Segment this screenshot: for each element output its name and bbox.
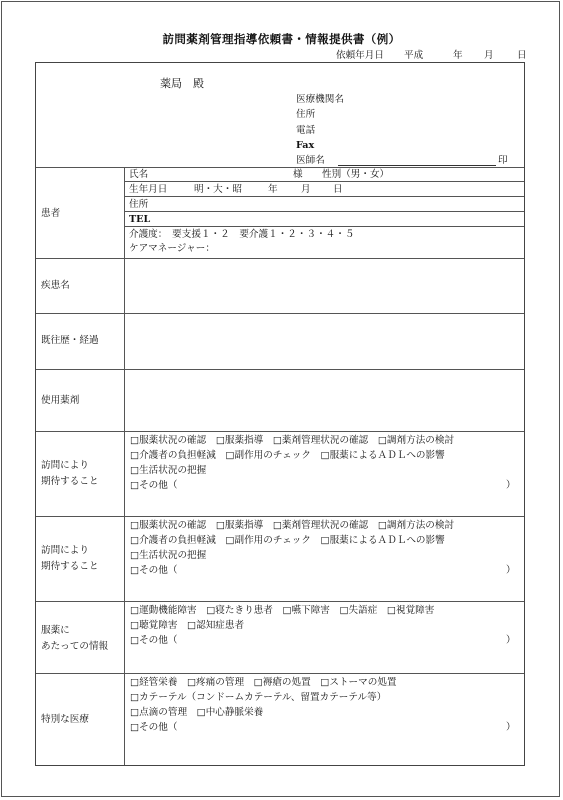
expect1-label-line1: 訪問により xyxy=(41,460,89,471)
expect1-options-line3[interactable]: □生活状況の把握 xyxy=(130,465,207,476)
divider-expect2 xyxy=(36,601,524,602)
birth-date-label: 生年月日 xyxy=(129,184,168,195)
expect2-options-line3[interactable]: □生活状況の把握 xyxy=(130,550,207,561)
special-options-line3[interactable]: □点滴の管理 □中心静脈栄養 xyxy=(130,707,264,718)
divider-history xyxy=(36,369,524,370)
medication-label: 使用薬剤 xyxy=(41,395,80,406)
care-manager-label: ケアマネージャー： xyxy=(129,243,215,254)
birth-year: 年 xyxy=(268,184,278,195)
info-label-line2: あたっての情報 xyxy=(41,641,109,652)
expect2-other-close: ） xyxy=(506,565,516,576)
divider-tel-row xyxy=(125,226,524,227)
divider-patient xyxy=(36,258,524,259)
divider-disease xyxy=(36,313,524,314)
info-options-line1[interactable]: □運動機能障害 □寝たきり患者 □嚥下障害 □失語症 □視覚障害 xyxy=(130,605,435,616)
field-doctor-name: 医師名 xyxy=(296,155,325,166)
expect2-options-line2[interactable]: □介護者の負担軽減 □副作用のチェック □服薬によるＡＤＬへの影響 xyxy=(130,535,445,546)
expect2-label-line2: 期待すること xyxy=(41,561,99,572)
patient-sex: 性別（男・女） xyxy=(322,169,390,180)
birth-eras: 明・大・昭 xyxy=(194,184,242,195)
expect1-label-line2: 期待すること xyxy=(41,476,99,487)
document-title: 訪問薬剤管理指導依頼書・情報提供書（例） xyxy=(162,32,401,46)
patient-name-label: 氏名 xyxy=(129,169,149,180)
field-fax: Fax xyxy=(296,140,315,151)
info-options-line2[interactable]: □聴覚障害 □認知症患者 xyxy=(130,620,245,631)
request-date-label: 依頼年月日 xyxy=(336,50,384,61)
divider-birth-row xyxy=(125,196,524,197)
divider-expect1 xyxy=(36,516,524,517)
field-institution-name: 医療機関名 xyxy=(296,94,344,105)
addressee-pharmacy: 薬局 殿 xyxy=(160,77,204,90)
seal-mark: 印 xyxy=(498,155,508,166)
birth-month: 月 xyxy=(301,184,311,195)
label-column-divider xyxy=(124,167,125,765)
expect1-options-line1[interactable]: □服薬状況の確認 □服薬指導 □薬剤管理状況の確認 □調剤方法の検討 xyxy=(130,435,455,446)
birth-day: 日 xyxy=(333,184,343,195)
expect2-other-option[interactable]: □その他（ xyxy=(130,565,178,576)
patient-address-label: 住所 xyxy=(129,199,149,210)
special-options-line1[interactable]: □経管栄養 □疼痛の管理 □褥瘡の処置 □ストーマの処置 xyxy=(130,677,397,688)
expect1-options-line2[interactable]: □介護者の負担軽減 □副作用のチェック □服薬によるＡＤＬへの影響 xyxy=(130,450,445,461)
expect2-options-line1[interactable]: □服薬状況の確認 □服薬指導 □薬剤管理状況の確認 □調剤方法の検討 xyxy=(130,520,455,531)
divider-header xyxy=(36,167,524,168)
patient-tel-label: TEL xyxy=(129,214,151,225)
patient-honorific: 様 xyxy=(293,169,303,180)
expect1-other-close: ） xyxy=(506,480,516,491)
info-other-option[interactable]: □その他（ xyxy=(130,635,178,646)
divider-name-row xyxy=(125,181,524,182)
month-label: 月 xyxy=(484,50,494,61)
special-options-line2[interactable]: □カテーテル（コンドームカテーテル、留置カテーテル等） xyxy=(130,692,387,703)
special-other-option[interactable]: □その他（ xyxy=(130,722,178,733)
divider-info xyxy=(36,673,524,674)
field-address: 住所 xyxy=(296,109,316,120)
doctor-signature-line xyxy=(338,165,496,166)
history-label: 既往歴・経過 xyxy=(41,335,99,346)
special-other-close: ） xyxy=(506,722,516,733)
info-label-line1: 服薬に xyxy=(41,625,70,636)
special-care-label: 特別な医療 xyxy=(41,714,89,725)
day-label: 日 xyxy=(517,50,527,61)
disease-name-label: 疾患名 xyxy=(41,280,70,291)
patient-label: 患者 xyxy=(41,208,61,219)
year-label: 年 xyxy=(453,50,463,61)
era-label: 平成 xyxy=(404,50,424,61)
expect2-label-line1: 訪問により xyxy=(41,545,89,556)
expect1-other-option[interactable]: □その他（ xyxy=(130,480,178,491)
divider-medication xyxy=(36,431,524,432)
request-form xyxy=(35,62,525,766)
care-level: 介護度： 要支援１・２ 要介護１・２・３・４・５ xyxy=(129,229,355,240)
divider-address-row xyxy=(125,211,524,212)
info-other-close: ） xyxy=(506,635,516,646)
field-phone: 電話 xyxy=(296,125,316,136)
